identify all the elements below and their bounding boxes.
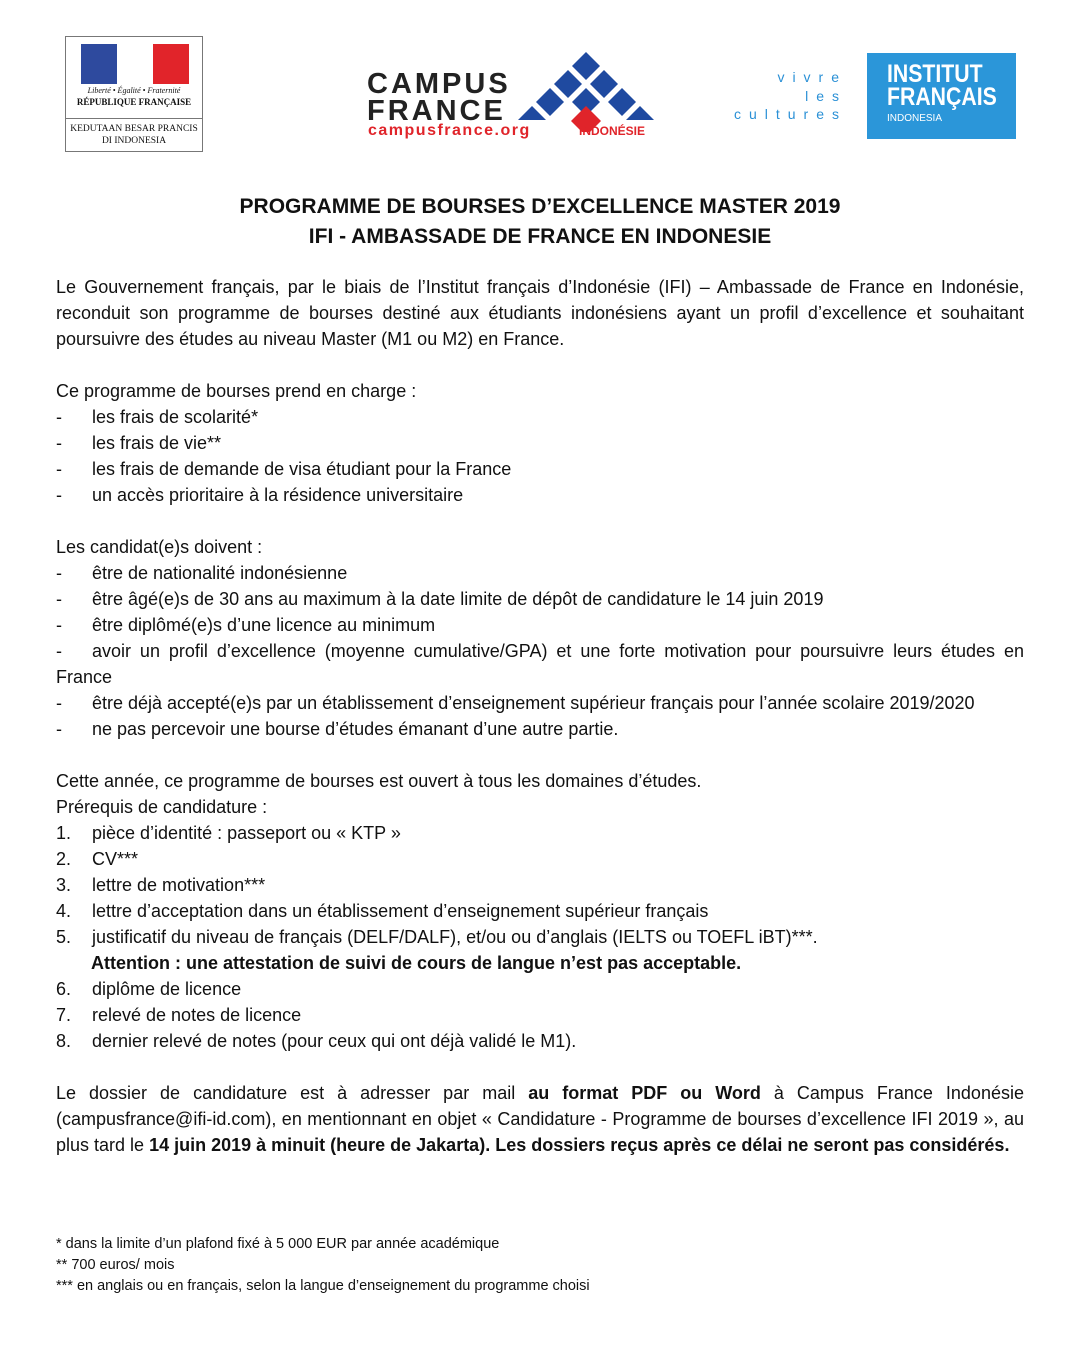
campus-france-logo: [367, 52, 659, 142]
requirements-intro: Cette année, ce programme de bourses est ouvert à tous les domaines d’études.: [56, 771, 702, 791]
coverage-item: - les frais de demande de visa étudiant pour la France: [56, 459, 512, 479]
coverage-item: - un accès prioritaire à la résidence universitaire: [56, 485, 464, 505]
diamond-pyramid-icon: [515, 52, 657, 132]
institut-francais-logo: INSTITUT FRANÇAIS INDONESIA: [867, 53, 1016, 139]
footnote: *** en anglais ou en français, selon la langue d’enseignement du programme choisi: [56, 1278, 590, 1294]
coverage-item: - les frais de vie**: [56, 433, 222, 453]
coverage-item: - les frais de scolarité*: [56, 407, 259, 427]
divider: [66, 118, 202, 119]
coverage-heading: Ce programme de bourses prend en charge :: [56, 381, 417, 401]
embassy-name: KEDUTAAN BESAR PRANCIS DI INDONESIA: [70, 124, 198, 146]
eligibility-item: - ne pas percevoir une bourse d’études émanant d’une autre partie.: [56, 719, 619, 739]
motto: Liberté • Égalité • Fraternité: [87, 86, 181, 95]
requirement-item: 5. justificatif du niveau de français (DELF/DALF), et/ou ou d’anglais (IELTS ou TOEFL iBT)***.: [56, 927, 818, 947]
requirement-item: 8. dernier relevé de notes (pour ceux qui ont déjà validé le M1).: [56, 1031, 577, 1051]
eligibility-item: - être déjà accepté(e)s par un établissement d’enseignement supérieur français pour l’année scolaire 2019/2020: [56, 693, 975, 713]
requirement-item: 7. relevé de notes de licence: [56, 1005, 302, 1025]
requirement-item: 4. lettre d’acceptation dans un établissement d’enseignement supérieur français: [56, 901, 709, 921]
requirements-heading: Prérequis de candidature :: [56, 797, 268, 817]
document-body: [56, 274, 1024, 1158]
french-flag-icon: [81, 44, 189, 84]
footnotes: [56, 1234, 590, 1297]
republique-name: RÉPUBLIQUE FRANÇAISE: [76, 97, 192, 107]
cf-country: INDONÉSIE: [579, 124, 646, 138]
eligibility-item: - être de nationalité indonésienne: [56, 563, 348, 583]
footnote: * dans la limite d’un plafond fixé à 5 000 EUR par année académique: [56, 1236, 500, 1252]
requirement-item: 1. pièce d’identité : passeport ou « KTP »: [56, 823, 401, 843]
attention-note: Attention : une attestation de suivi de cours de langue n’est pas acceptable.: [91, 953, 742, 973]
republique-francaise-logo: [65, 36, 203, 152]
eligibility-heading: Les candidat(e)s doivent :: [56, 537, 263, 557]
page-title: PROGRAMME DE BOURSES D’EXCELLENCE MASTER 2019 IFI - AMBASSADE DE FRANCE EN INDONESIE: [239, 195, 841, 248]
eligibility-item: - être diplômé(e)s d’une licence au minimum: [56, 615, 436, 635]
requirement-item: 2. CV***: [56, 849, 139, 869]
requirement-item: 6. diplôme de licence: [56, 979, 242, 999]
tagline: vivre les cultures: [733, 69, 847, 122]
cf-line2: FRANCE: [367, 95, 506, 127]
eligibility-item: - être âgé(e)s de 30 ans au maximum à la date limite de dépôt de candidature le 14 juin 2019: [56, 589, 824, 609]
submission-paragraph: Le dossier de candidature est à adresser par mail au format PDF ou Word à Campus France Indonésie (campusfrance@ifi-id.com), en mentionnant en objet « Candidature - Programme de bourses d’excellence IFI 2019 », au plus tard le 14 juin 2019 à minuit (heure de Jakarta). Les dossiers reçus après ce délai ne seront pas considérés.: [56, 1083, 1024, 1155]
footnote: ** 700 euros/ mois: [56, 1257, 175, 1273]
intro-paragraph: Le Gouvernement français, par le biais de l’Institut français d’Indonésie (IFI) – Ambassade de France en Indonésie, reconduit son programme de bourses destiné aux étudiants indonésiens ayant un profil d’excellence et souhaitant poursuivre des études au niveau Master (M1 ou M2) en France.: [56, 277, 1024, 349]
requirement-item: 3. lettre de motivation***: [56, 875, 266, 895]
eligibility-item: - avoir un profil d’excellence (moyenne cumulative/GPA) et une forte motivation pour poursuivre leurs études en France: [56, 641, 1024, 687]
cf-line1: CAMPUS: [367, 68, 511, 100]
cf-url: campusfrance.org: [368, 122, 531, 139]
